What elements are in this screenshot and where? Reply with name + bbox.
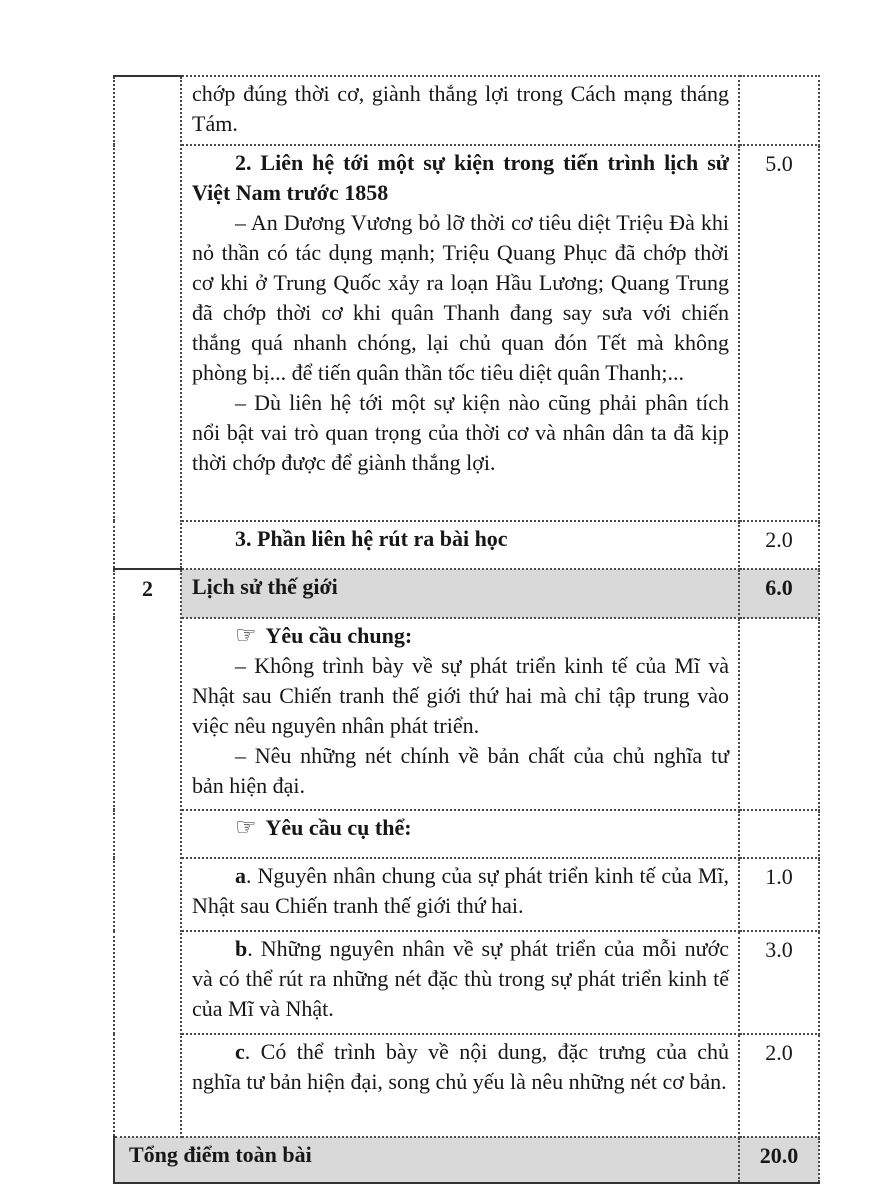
points-cell: 6.0 [739,569,819,618]
question-number: 2 [142,576,153,601]
section-heading: 3. Phần liên hệ rút ra bài học [235,526,508,551]
table-row-continuation [114,76,819,145]
content-cell [181,858,739,931]
question-number-cell-2 [114,569,181,1137]
paragraph: – An Dương Vương bỏ lỡ thời cơ tiêu diệt Triệu Đà khi nỏ thần có tác dụng mạnh; Triệu Quang Phục đã chớp thời cơ khi ở Trung Quốc xảy ra loạn Hầu Lương; Quang Trung đã chớp thời cơ khi quân Thanh đang say sưa với chiến thắng quá nhanh chóng, lại chủ quan đón Tết mà không phòng bị... để tiến quân thần tốc tiêu diệt quân Thanh;... [192,210,729,385]
total-label-cell [114,1137,739,1183]
requirement-label: Yêu cầu cụ thể: [265,815,412,840]
paragraph [192,934,729,1024]
table-row-section2 [114,145,819,521]
question-number-cell-1 [114,76,181,569]
pointing-hand-icon: ☞ [235,815,257,841]
item-letter: b [235,936,248,961]
table-row-section3 [114,521,819,569]
content-cell [181,810,739,858]
section-heading: 2. Liên hệ tới một sự kiện trong tiến trình lịch sử Việt Nam trước 1858 [192,150,729,205]
table-row-general-requirements [114,618,819,810]
item-text: . Nguyên nhân chung của sự phát triển kinh tế của Mĩ, Nhật sau Chiến tranh thế giới thứ hai. [192,863,729,918]
points-cell [739,618,819,810]
table-row-item-a [114,858,819,931]
table-row-specific-requirements [114,810,819,858]
points-cell [739,810,819,858]
points-cell: 2.0 [739,1034,819,1137]
paragraph: – Nêu những nét chính về bản chất của chủ nghĩa tư bản hiện đại. [192,743,729,798]
answer-key-table [113,75,820,1184]
paragraph [192,861,729,921]
paragraph [192,1037,729,1097]
points-cell [739,76,819,145]
content-cell [181,145,739,521]
item-text: . Những nguyên nhân về sự phát triển của mỗi nước và có thể rút ra những nét đặc thù trong sự phát triển kinh tế của Mĩ và Nhật. [192,936,729,1021]
requirement-heading [192,813,729,843]
table-row-item-b [114,931,819,1034]
paragraph: chớp đúng thời cơ, giành thắng lợi trong Cách mạng tháng Tám. [192,81,729,136]
item-text: . Có thể trình bày về nội dung, đặc trưng của chủ nghĩa tư bản hiện đại, song chủ yếu là nêu những nét cơ bản. [192,1039,729,1094]
paragraph: – Không trình bày về sự phát triển kinh tế của Mĩ và Nhật sau Chiến tranh thế giới thứ hai mà chỉ tập trung vào việc nêu nguyên nhân phát triển. [192,653,729,738]
total-points-cell: 20.0 [739,1137,819,1183]
content-cell [181,521,739,569]
points-cell: 3.0 [739,931,819,1034]
content-cell [181,1034,739,1137]
table-row-item-c [114,1034,819,1137]
total-label: Tổng điểm toàn bài [129,1142,312,1167]
item-letter: a [235,863,246,888]
points-cell: 1.0 [739,858,819,931]
question-title: Lịch sử thế giới [192,574,338,599]
points-cell: 5.0 [739,145,819,521]
content-cell [181,76,739,145]
table-row-question2-header [114,569,819,618]
points-cell: 2.0 [739,521,819,569]
requirement-heading [192,621,729,651]
table-row-total [114,1137,819,1183]
requirement-label: Yêu cầu chung: [265,623,413,648]
paragraph: – Dù liên hệ tới một sự kiện nào cũng phải phân tích nổi bật vai trò quan trọng của thời cơ và nhân dân ta đã kịp thời chớp được để giành thắng lợi. [192,390,729,475]
content-cell [181,569,739,618]
content-cell [181,618,739,810]
content-cell [181,931,739,1034]
item-letter: c [235,1039,245,1064]
pointing-hand-icon: ☞ [235,623,257,649]
